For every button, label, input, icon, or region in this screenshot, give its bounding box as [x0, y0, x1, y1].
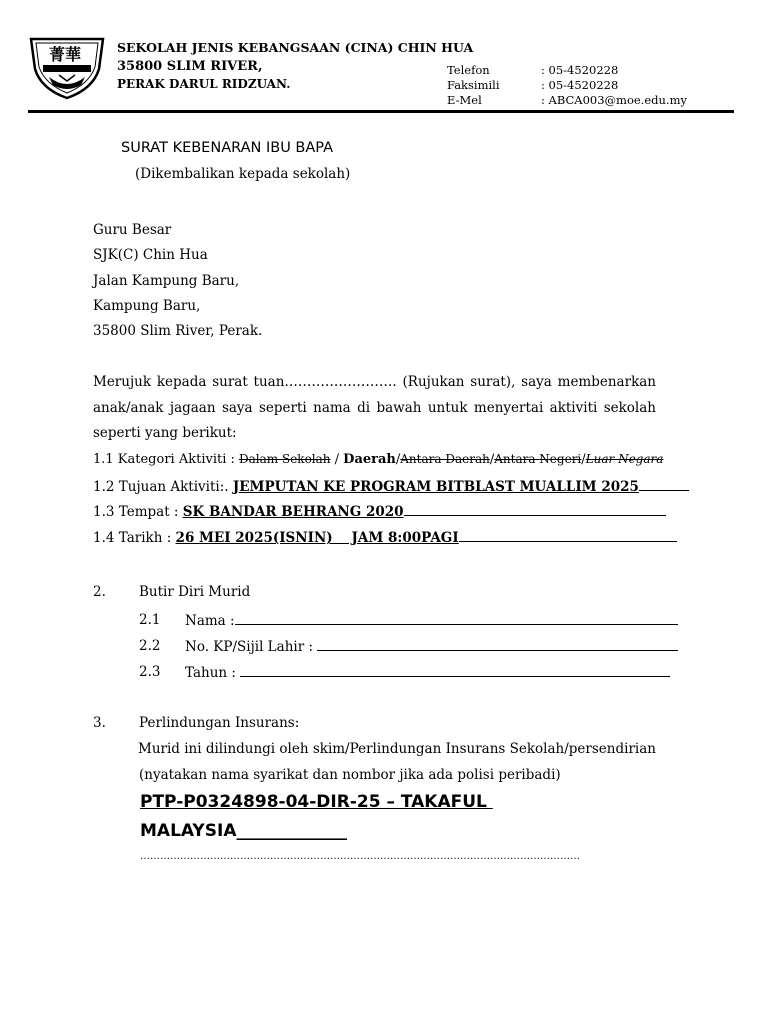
section2-number: 2. — [93, 584, 106, 600]
field-number: 2.3 — [139, 664, 161, 680]
kategori-separator: / — [395, 452, 401, 467]
tahun-label: Tahun : — [185, 665, 241, 681]
kategori-option: Luar Negara — [585, 452, 664, 466]
kategori-separator: / — [581, 452, 586, 467]
tarikh-value: 26 MEI 2025(ISNIN) JAM 8:00PAGI — [175, 530, 459, 546]
kategori-line — [93, 452, 663, 467]
tahun-input-line[interactable] — [240, 664, 670, 677]
kp-label: No. KP/Sijil Lahir : — [185, 639, 318, 655]
tempat-label: 1.3 Tempat : — [93, 504, 183, 520]
tujuan-label: 1.2 Tujuan Aktiviti:. — [93, 479, 233, 495]
section3-heading: Perlindungan Insurans: — [139, 715, 300, 731]
kategori-option: Antara Negeri — [494, 452, 582, 466]
school-address-line2: PERAK DARUL RIDZUAN. — [117, 77, 291, 91]
tarikh-fill-line — [459, 529, 677, 542]
kategori-separator: / — [489, 452, 495, 467]
kategori-option: Dalam Sekolah — [239, 452, 331, 466]
recipient-line: Guru Besar — [93, 222, 172, 238]
kategori-option: Antara Daerah — [400, 452, 490, 466]
kategori-separator: / — [330, 452, 344, 467]
field-number: 2.1 — [139, 612, 161, 628]
tujuan-line — [93, 478, 689, 495]
field-number: 2.2 — [139, 638, 161, 654]
contact-telefon-label: Telefon — [447, 63, 490, 77]
contact-telefon-value: : 05-4520228 — [541, 63, 619, 77]
kp-field[interactable] — [185, 638, 678, 655]
nama-field[interactable] — [185, 612, 678, 629]
tujuan-fill-line — [639, 478, 689, 491]
school-logo — [29, 35, 105, 101]
nama-label: Nama : — [185, 613, 235, 629]
intro-paragraph: Merujuk kepada surat tuan……………………. (Rujukan surat), saya membenarkan anak/anak jagaan saya seperti nama di bawah untuk menyertai aktiviti sekolah seperti yang berikut: — [93, 374, 656, 441]
tempat-fill-line — [404, 503, 666, 516]
contact-faks-label: Faksimili — [447, 78, 500, 92]
school-address-line1: 35800 SLIM RIVER, — [117, 59, 263, 74]
recipient-line: 35800 Slim River, Perak. — [93, 323, 263, 339]
recipient-line: Kampung Baru, — [93, 298, 201, 314]
kategori-option-selected: Daerah — [343, 452, 396, 467]
tahun-field[interactable] — [185, 664, 670, 681]
tempat-value: SK BANDAR BEHRANG 2020 — [182, 504, 404, 520]
nama-input-line[interactable] — [235, 612, 678, 625]
contact-faks-value: : 05-4520228 — [541, 78, 619, 92]
contact-email-label: E-Mel — [447, 93, 482, 107]
policy-line1: PTP-P0324898-04-DIR-25 – TAKAFUL — [140, 792, 493, 812]
insurance-line1: Murid ini dilindungi oleh skim/Perlindungan Insurans Sekolah/persendirian — [138, 741, 656, 757]
dotted-fill-line: …………………………………………………………………………………………………………………… — [140, 851, 580, 862]
section3-number: 3. — [93, 715, 106, 731]
section2-heading: Butir Diri Murid — [139, 584, 251, 600]
tarikh-label: 1.4 Tarikh : — [93, 530, 176, 546]
policy-line2: MALAYSIA_____________ — [140, 821, 347, 841]
kategori-label: 1.1 Kategori Aktiviti : — [93, 452, 240, 467]
page-title: SURAT KEBENARAN IBU BAPA — [121, 140, 334, 156]
page-subtitle: (Dikembalikan kepada sekolah) — [135, 166, 351, 182]
tempat-line — [93, 503, 666, 520]
contact-email-value: : ABCA003@moe.edu.my — [541, 93, 687, 107]
insurance-line2: (nyatakan nama syarikat dan nombor jika ada polisi peribadi) — [139, 767, 561, 783]
tujuan-value: JEMPUTAN KE PROGRAM BITBLAST MUALLIM 2025 — [232, 479, 639, 495]
logo-chars: 菁華 — [49, 45, 82, 64]
recipient-line: SJK(C) Chin Hua — [93, 247, 208, 263]
recipient-line: Jalan Kampung Baru, — [93, 273, 240, 289]
school-name: SEKOLAH JENIS KEBANGSAAN (CINA) CHIN HUA — [117, 40, 474, 55]
header-divider — [28, 110, 734, 113]
kp-input-line[interactable] — [317, 638, 678, 651]
tarikh-line — [93, 529, 677, 546]
